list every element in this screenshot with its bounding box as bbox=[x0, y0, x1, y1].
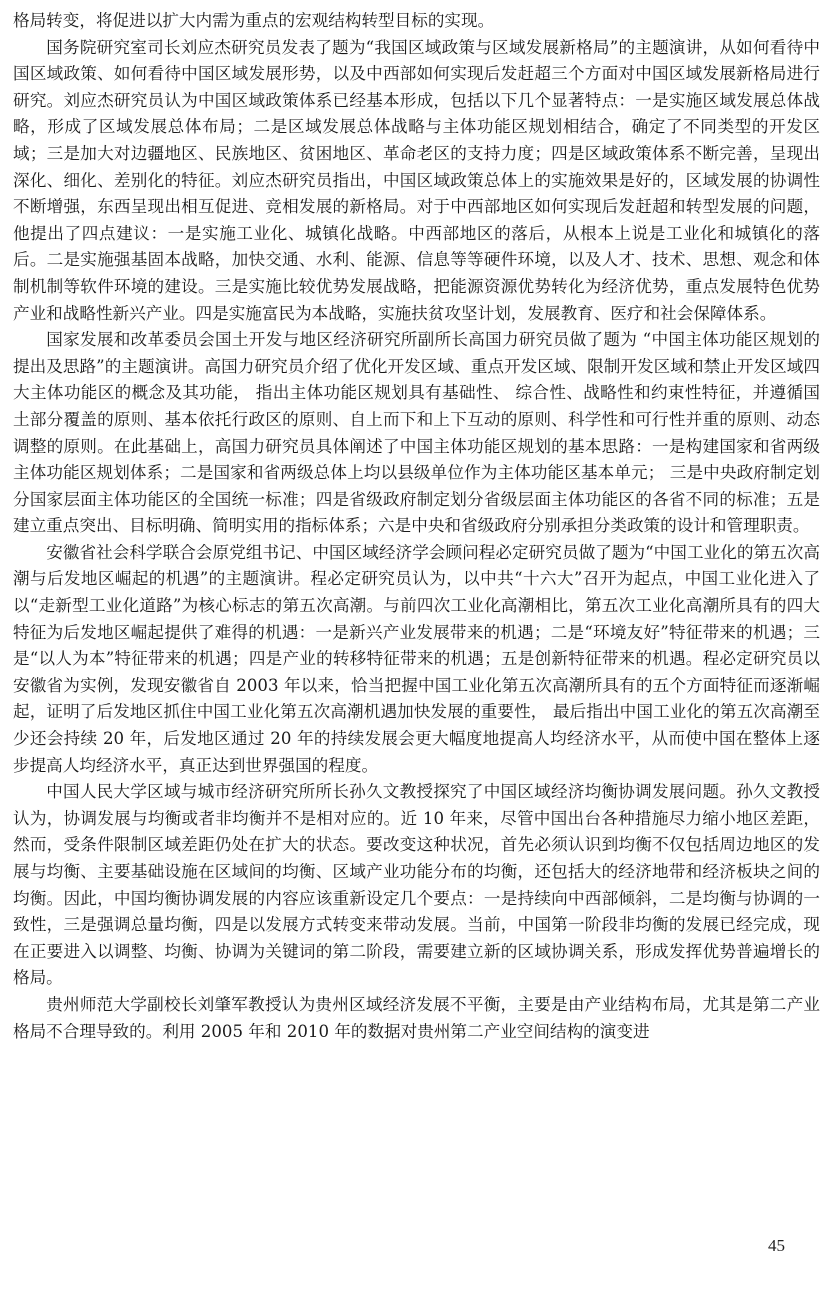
paragraph-cheng-biding: 安徽省社会科学联合会原党组书记、中国区域经济学会顾问程必定研究员做了题为“中国工业化的第五次高潮与后发地区崛起的机遇”的主题演讲。程必定研究员认为，以中共“十六大”召开为起点，中国工业化进入了以“走新型工业化道路”为核心标志的第五次高潮。与前四次工业化高潮相比，第五次工业化高潮所具有的四大特征为后发地区崛起提供了难得的机遇：一是新兴产业发展带来的机遇；二是“环境友好”特征带来的机遇；三是“以人为本”特征带来的机遇；四是产业的转移特征带来的机遇；五是创新特征带来的机遇。程必定研究员以安徽省为实例，发现安徽省自 2003 年以来，恰当把握中国工业化第五次高潮所具有的五个方面特征而逐渐崛起，证明了后发地区抓住中国工业化第五次高潮机遇加快发展的重要性， 最后指出中国工业化的第五次高潮至少还会持续 20 年，后发地区通过 20 年的持续发展会更大幅度地提高人均经济水平，从而使中国在整体上逐步提高人均经济水平，真正达到世界强国的程度。 bbox=[13, 542, 820, 775]
paragraph-gao-guoli: 国家发展和改革委员会国土开发与地区经济研究所副所长高国力研究员做了题为 “中国主体功能区规划的提出及思路”的主题演讲。高国力研究员介绍了优化开发区域、重点开发区域、限制开发区域和禁止开发区域四大主体功能区的概念及其功能， 指出主体功能区规划具有基础性、 综合性、战略性和约束性特征，并遵循国土部分覆盖的原则、基本依托行政区的原则、自上而下和上下互动的原则、科学性和可行性并重的原则、动态调整的原则。在此基础上，高国力研究员具体阐述了中国主体功能区规划的基本思路：一是构建国家和省两级主体功能区规划体系；二是国家和省两级总体上均以县级单位作为主体功能区基本单元； 三是中央政府制定划分国家层面主体功能区的全国统一标准；四是省级政府制定划分省级层面主体功能区的各省不同的标准；五是建立重点突出、目标明确、简明实用的指标体系；六是中央和省级政府分别承担分类政策的设计和管理职责。 bbox=[13, 330, 820, 536]
page-number: 45 bbox=[768, 1236, 785, 1255]
paragraph-liu-yingjie: 国务院研究室司长刘应杰研究员发表了题为“我国区域政策与区域发展新格局”的主题演讲，从如何看待中国区域政策、如何看待中国区域发展形势，以及中西部如何实现后发赶超三个方面对中国区域发展新格局进行研究。刘应杰研究员认为中国区域政策体系已经基本形成，包括以下几个显著特点：一是实施区域发展总体战略，形成了区域发展总体布局；二是区域发展总体战略与主体功能区规划相结合，确定了不同类型的开发区域；三是加大对边疆地区、民族地区、贫困地区、革命老区的支持力度；四是区域政策体系不断完善，呈现出深化、细化、差别化的特征。刘应杰研究员指出，中国区域政策总体上的实施效果是好的，区域发展的协调性不断增强，东西呈现出相互促进、竞相发展的新格局。对于中西部地区如何实现后发赶超和转型发展的问题，他提出了四点建议：一是实施工业化、城镇化战略。中西部地区的落后，从根本上说是工业化和城镇化的落后。二是实施强基固本战略，加快交通、水利、能源、信息等等硬件环境，以及人才、技术、思想、观念和体制机制等软件环境的建设。三是实施比较优势发展战略，把能源资源优势转化为经济优势，重点发展特色优势产业和战略性新兴产业。四是实施富民为本战略，实施扶贫攻坚计划，发展教育、医疗和社会保障体系。 bbox=[13, 37, 820, 323]
paragraph-sun-jiuwen: 中国人民大学区域与城市经济研究所所长孙久文教授探究了中国区域经济均衡协调发展问题。孙久文教授认为，协调发展与均衡或者非均衡并不是相对应的。近 10 年来，尽管中国出台各种措施尽力缩小地区差距，然而，受条件限制区域差距仍处在扩大的状态。要改变这种状况，首先必须认识到均衡不仅包括周边地区的发展与均衡、主要基础设施在区域间的均衡、区域产业功能分布的均衡，还包括大的经济地带和经济板块之间的均衡。因此，中国均衡协调发展的内容应该重新设定几个要点：一是持续向中西部倾斜，二是均衡与协调的一致性，三是强调总量均衡，四是以发展方式转变来带动发展。当前，中国第一阶段非均衡的发展已经完成，现在正要进入以调整、均衡、协调为关键词的第二阶段，需要建立新的区域协调关系，形成发挥优势普遍增长的格局。 bbox=[13, 782, 820, 988]
paragraph-liu-zhaojun: 贵州师范大学副校长刘肇军教授认为贵州区域经济发展不平衡，主要是由产业结构布局，尤其是第二产业格局不合理导致的。利用 2005 年和 2010 年的数据对贵州第二产业空间结构的演变进 bbox=[13, 994, 820, 1041]
paragraph-continued: 格局转变，将促进以扩大内需为重点的宏观结构转型目标的实现。 bbox=[13, 11, 495, 30]
body-text bbox=[13, 8, 820, 1045]
